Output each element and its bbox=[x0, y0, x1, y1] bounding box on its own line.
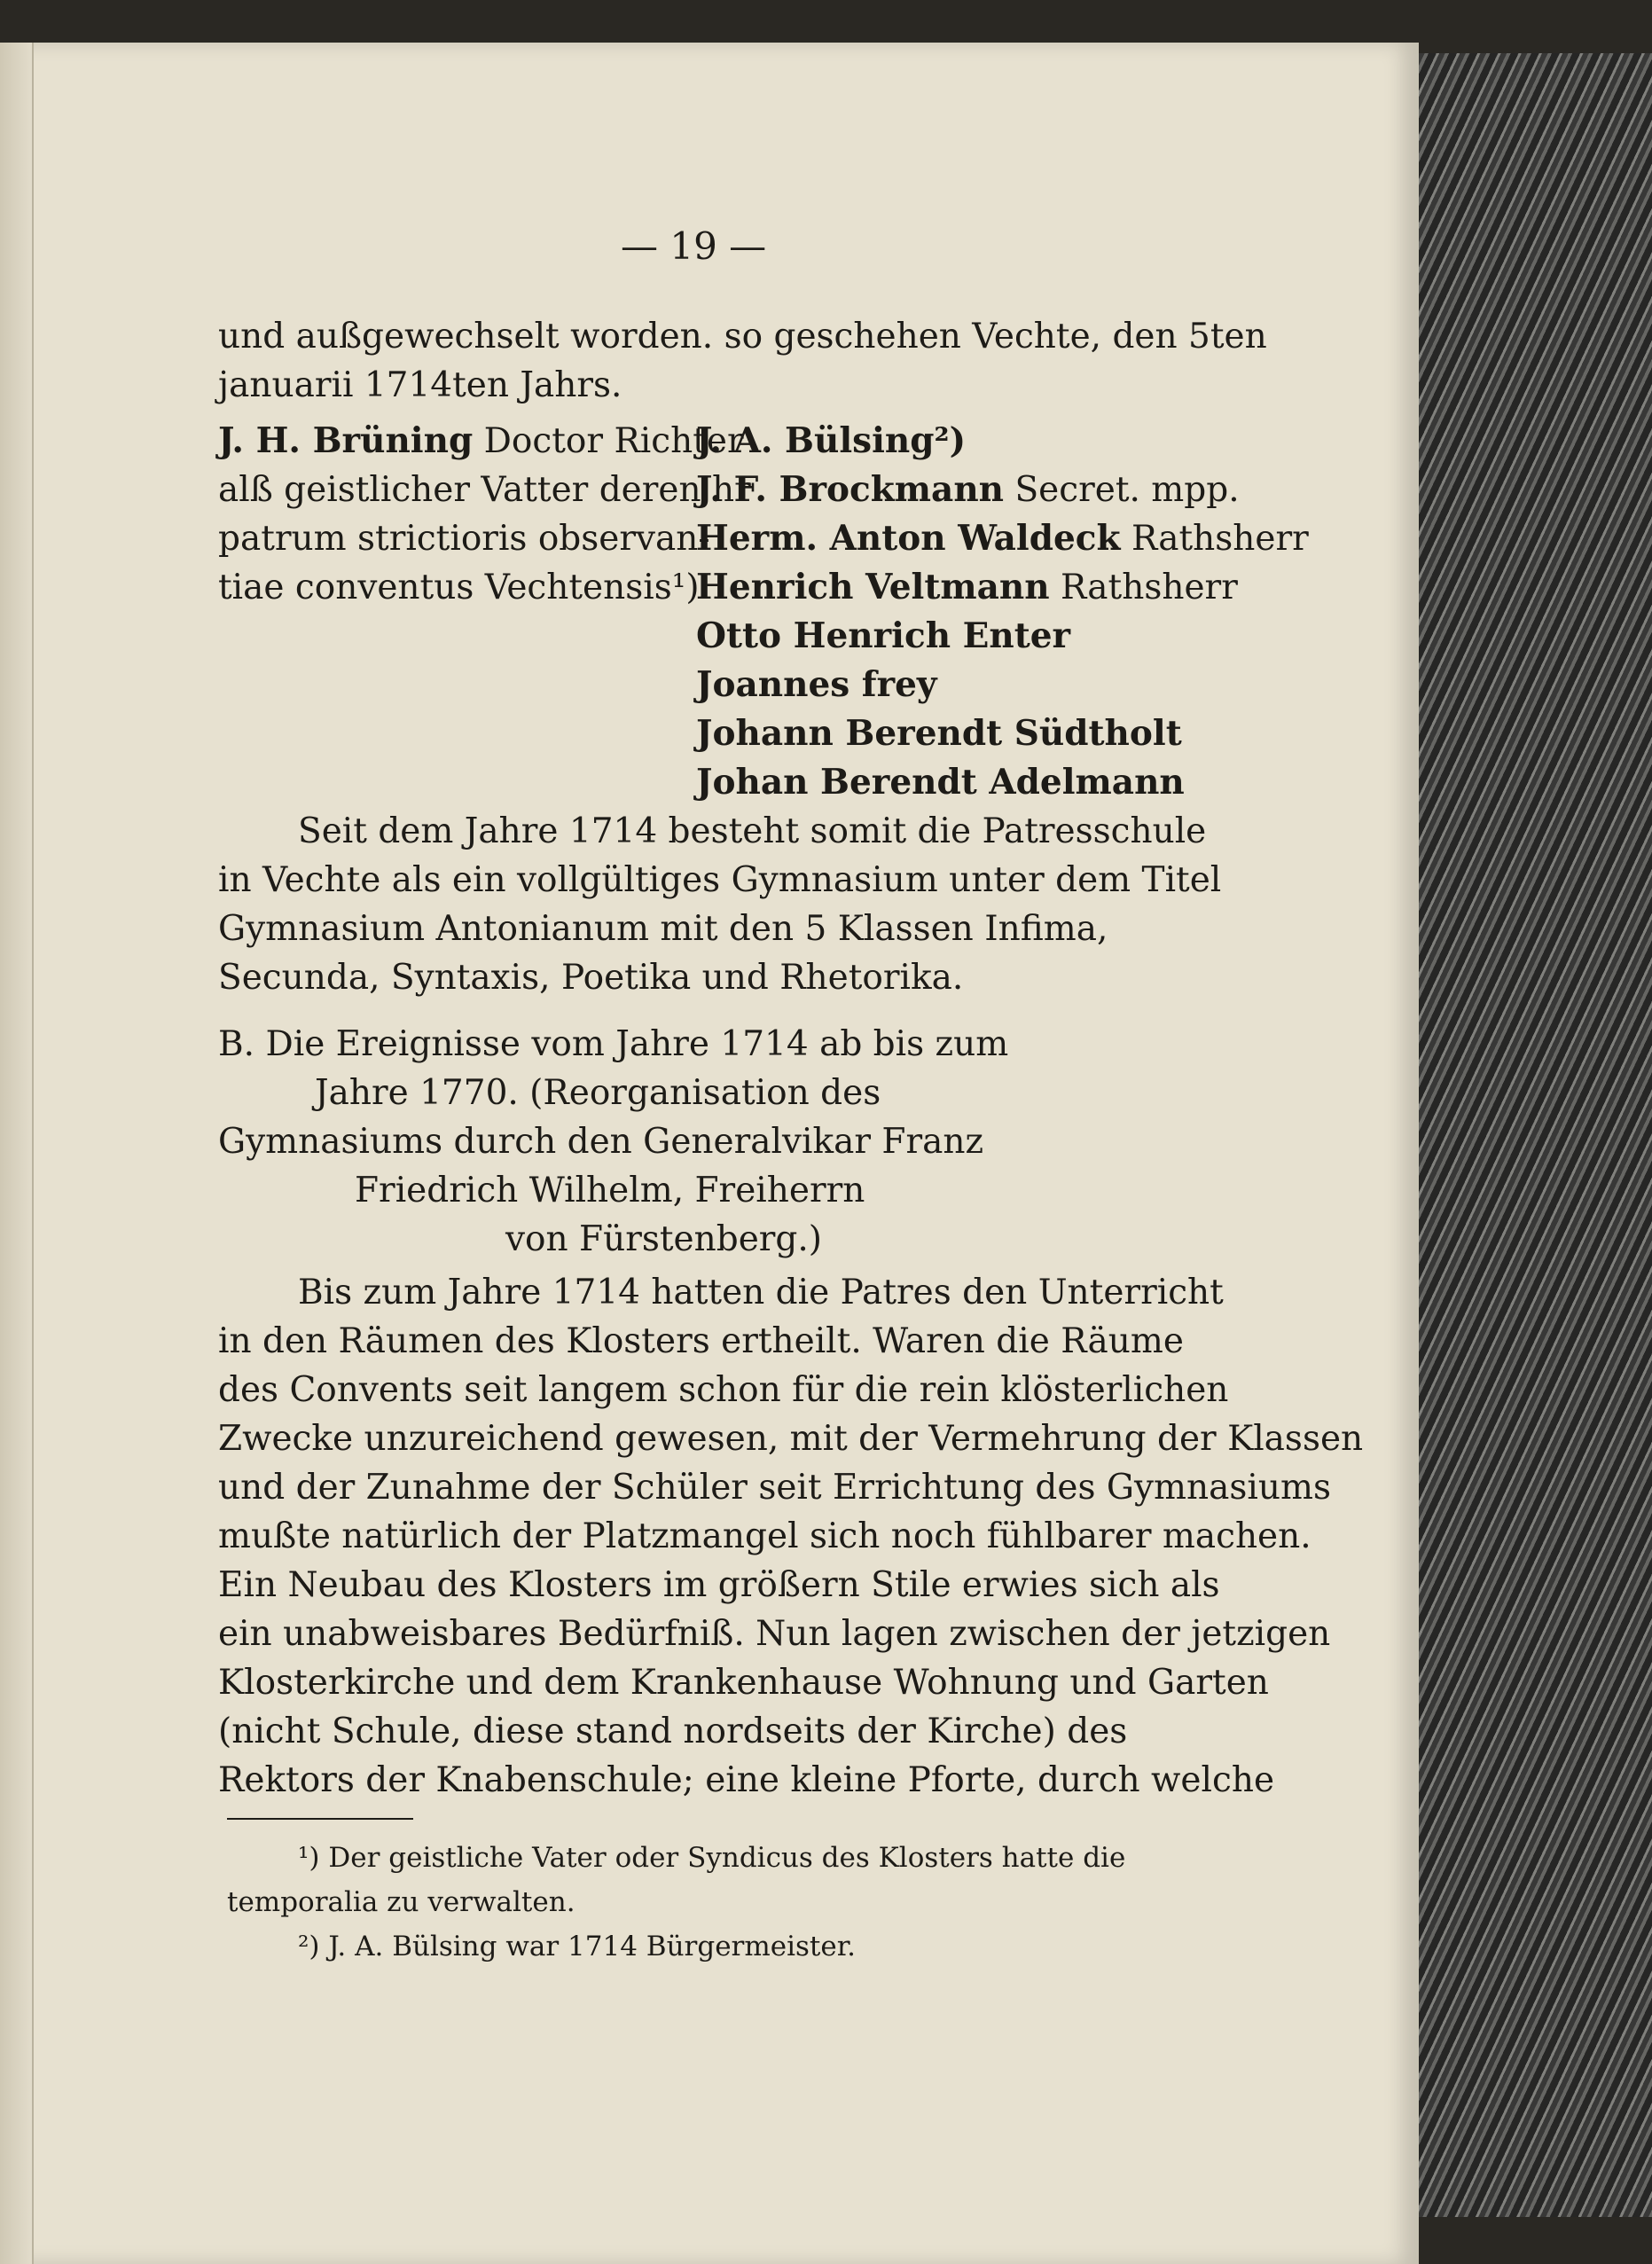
para1-line-1: Seit dem Jahre 1714 besteht somit die Patresschule bbox=[298, 811, 1207, 851]
signature-title: Rathsherr bbox=[1131, 519, 1309, 559]
signature-right-5: Otto Henrich Enter bbox=[696, 615, 1071, 656]
para2-line-10: (nicht Schule, diese stand nordseits der Kirche) des bbox=[218, 1712, 1128, 1751]
para2-line-2: in den Räumen des Klosters ertheilt. Waren die Räume bbox=[218, 1321, 1184, 1361]
para2-line-8: ein unabweisbares Bedürfniß. Nun lagen zwischen der jetzigen bbox=[218, 1614, 1331, 1654]
opening-line-1: und außgewechselt worden. so geschehen Vechte, den 5ten bbox=[218, 317, 1267, 356]
para2-line-1: Bis zum Jahre 1714 hatten die Patres den Unterricht bbox=[298, 1273, 1224, 1312]
signature-title: Rathsherr bbox=[1061, 568, 1238, 607]
signature-name: J. A. Bülsing²) bbox=[696, 420, 967, 461]
signature-left-2: alß geistlicher Vatter deren hr bbox=[218, 470, 751, 510]
signature-right-2 bbox=[696, 466, 1240, 514]
para1-line-4: Secunda, Syntaxis, Poetika und Rhetorika. bbox=[218, 958, 964, 998]
para2-line-7: Ein Neubau des Klosters im größern Stile erwies sich als bbox=[218, 1565, 1220, 1605]
para2-line-4: Zwecke unzureichend gewesen, mit der Vermehrung der Klassen bbox=[218, 1419, 1364, 1459]
signature-right-3 bbox=[696, 514, 1309, 563]
para2-line-9: Klosterkirche und dem Krankenhause Wohnung und Garten bbox=[218, 1663, 1269, 1703]
section-heading-line-2: Jahre 1770. (Reorganisation des bbox=[315, 1073, 881, 1113]
para2-line-6: mußte natürlich der Platzmangel sich noch fühlbarer machen. bbox=[218, 1516, 1311, 1556]
footnote-rule bbox=[227, 1818, 413, 1820]
section-heading-line-1: B. Die Ereignisse vom Jahre 1714 ab bis zum bbox=[218, 1024, 1009, 1064]
signature-right-1 bbox=[696, 417, 966, 466]
para2-line-11: Rektors der Knabenschule; eine kleine Pforte, durch welche bbox=[218, 1760, 1275, 1800]
signature-left-4: tiae conventus Vechtensis¹) bbox=[218, 568, 700, 607]
footnote-1-line-2: temporalia zu verwalten. bbox=[227, 1886, 575, 1918]
signature-right-7: Johann Berendt Südtholt bbox=[696, 713, 1182, 754]
signature-name: J. F. Brockmann bbox=[696, 469, 1005, 510]
signature-right-8: Johan Berendt Adelmann bbox=[696, 762, 1185, 803]
page-number-header: — 19 — bbox=[621, 224, 767, 268]
footnote-1-line-1: ¹) Der geistliche Vater oder Syndicus des Klosters hatte die bbox=[298, 1842, 1126, 1874]
signature-name: Herm. Anton Waldeck bbox=[696, 518, 1121, 559]
signature-name: Henrich Veltmann bbox=[696, 567, 1050, 607]
para2-line-3: des Convents seit langem schon für die rein klösterlichen bbox=[218, 1370, 1229, 1410]
previous-page-edge bbox=[0, 43, 34, 2264]
signature-title: Doctor Richter bbox=[483, 421, 744, 461]
section-heading-line-3: Gymnasiums durch den Generalvikar Franz bbox=[218, 1122, 984, 1162]
signature-right-4 bbox=[696, 563, 1238, 612]
signature-title: Secret. mpp. bbox=[1014, 470, 1240, 510]
opening-line-2: januarii 1714ten Jahrs. bbox=[218, 365, 622, 405]
section-heading-line-5: von Fürstenberg.) bbox=[505, 1219, 822, 1259]
para1-line-2: in Vechte als ein vollgültiges Gymnasium unter dem Titel bbox=[218, 860, 1222, 900]
signature-left-1 bbox=[218, 417, 744, 466]
signature-right-6: Joannes frey bbox=[696, 664, 937, 705]
para2-line-5: und der Zunahme der Schüler seit Errichtung des Gymnasiums bbox=[218, 1468, 1332, 1508]
para1-line-3: Gymnasium Antonianum mit den 5 Klassen Infima, bbox=[218, 909, 1108, 949]
signature-name: J. H. Brüning bbox=[218, 420, 474, 461]
section-heading-line-4: Friedrich Wilhelm, Freiherrn bbox=[355, 1171, 865, 1210]
footnote-2: ²) J. A. Bülsing war 1714 Bürgermeister. bbox=[298, 1931, 856, 1962]
signature-left-3: patrum strictioris observan- bbox=[218, 519, 710, 559]
marbled-endpaper bbox=[1419, 53, 1652, 2217]
